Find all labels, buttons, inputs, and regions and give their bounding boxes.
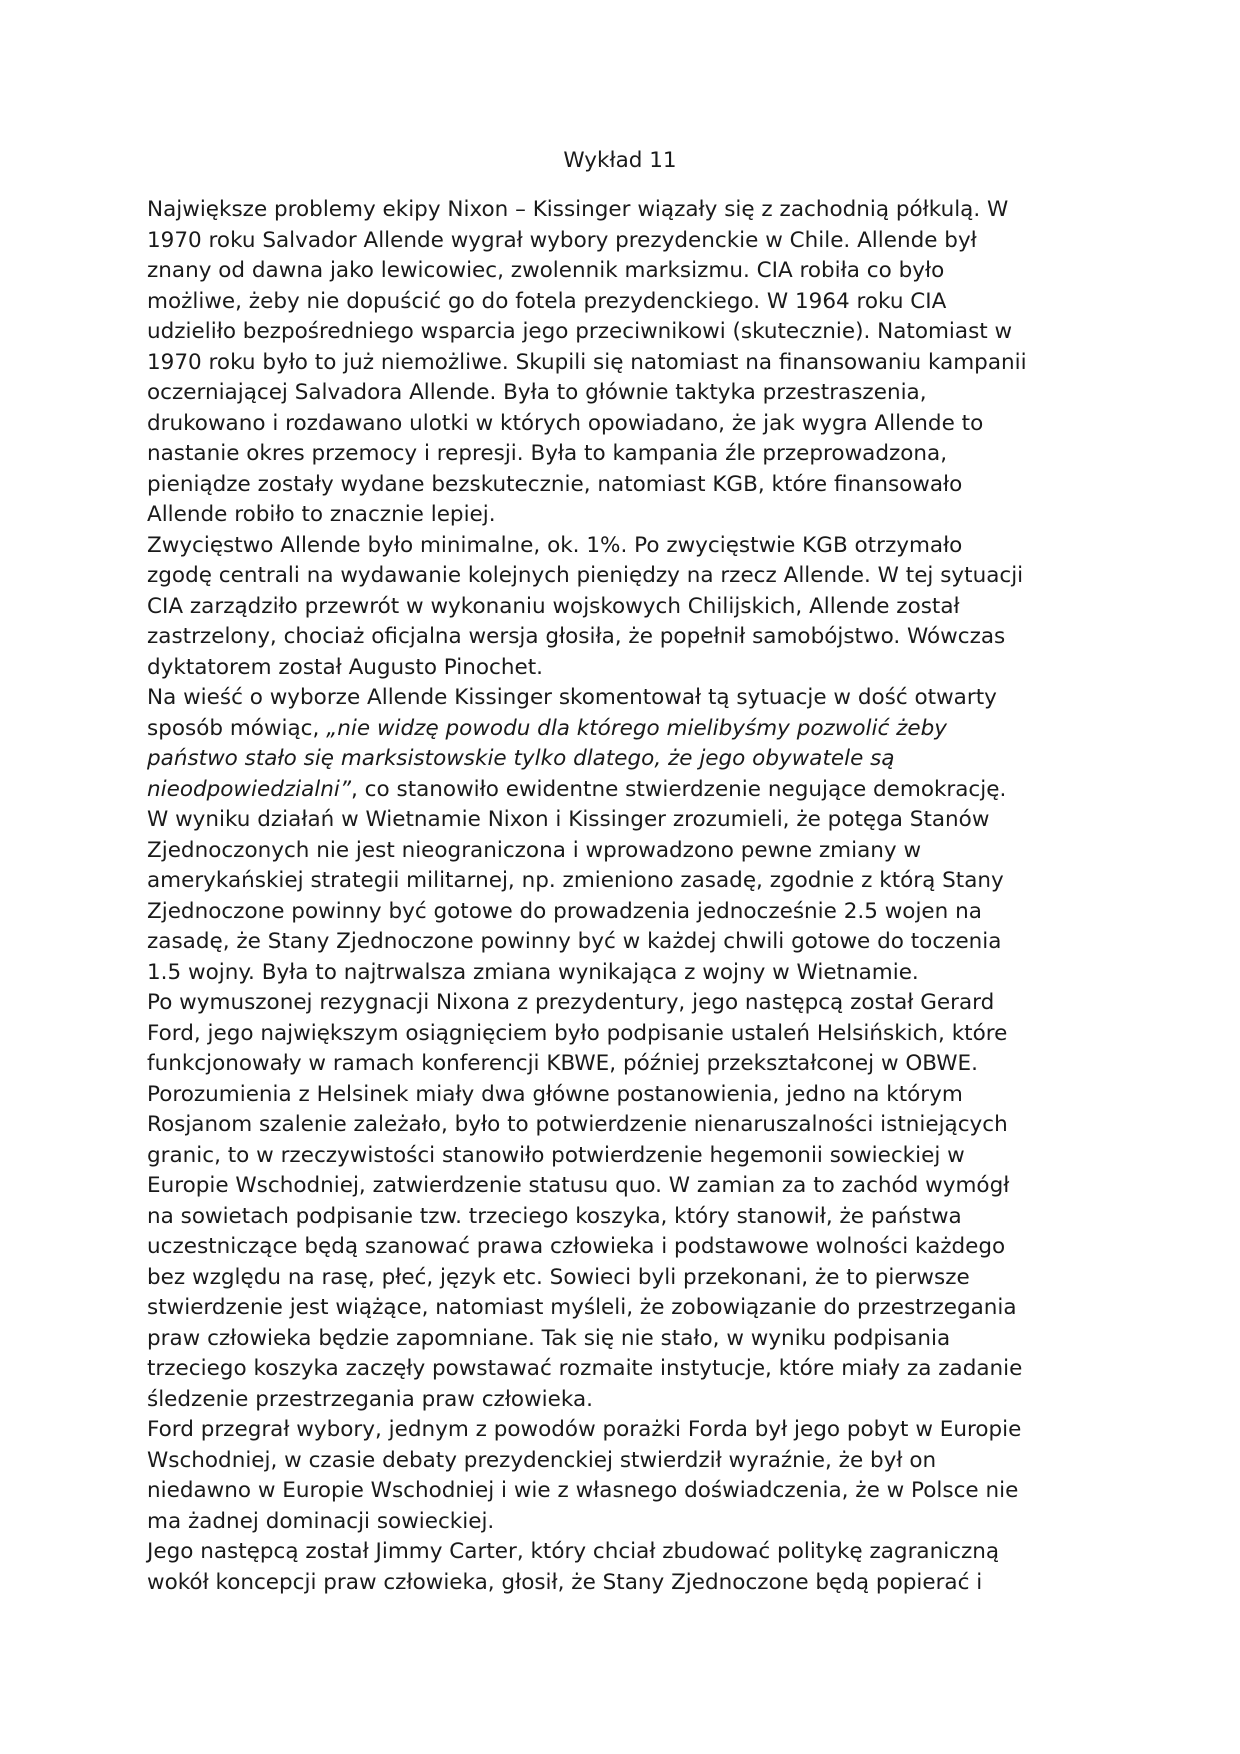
line-text: zgodę centrali na wydawanie kolejnych pieniędzy na rzecz Allende. W tej sytuacji: [147, 563, 1024, 588]
text-line: [147, 1110, 1087, 1141]
document-body: [147, 195, 1087, 1598]
text-line: [147, 195, 1087, 226]
text-line: [147, 1263, 1087, 1294]
text-line: [147, 1049, 1087, 1080]
text-line: [147, 683, 1087, 714]
line-text: znany od dawna jako lewicowiec, zwolennik marksizmu. CIA robiła co było: [147, 258, 945, 283]
text-line: [147, 714, 1087, 745]
text-line: [147, 1446, 1087, 1477]
text-line: [147, 1019, 1087, 1050]
text-line: [147, 1385, 1087, 1416]
text-line: [147, 470, 1087, 501]
text-line: [147, 1232, 1087, 1263]
line-text: CIA zarządziło przewrót w wykonaniu wojskowych Chilijskich, Allende został: [147, 593, 960, 619]
text-line: [147, 1080, 1087, 1111]
line-text: 1970 roku Salvador Allende wygrał wybory prezydenckie w Chile. Allende był: [147, 227, 977, 253]
line-text: 1.5 wojny. Była to najtrwalsza zmiana wynikająca z wojny w Wietnamie.: [147, 959, 919, 985]
text-line: [147, 1568, 1087, 1599]
line-text: sposób mówiąc,: [147, 715, 327, 741]
line-text: Wschodniej, w czasie debaty prezydenckiej stwierdził wyraźnie, że był on: [147, 1447, 937, 1473]
text-line: [147, 622, 1087, 653]
line-text: Największe problemy ekipy Nixon – Kissinger wiązały się z zachodnią półkulą. W: [147, 197, 1009, 222]
text-line: [147, 378, 1087, 409]
text-line: [147, 1202, 1087, 1233]
line-text: niedawno w Europie Wschodniej i wie z własnego doświadczenia, że w Polsce nie: [147, 1478, 1019, 1503]
text-line: [147, 439, 1087, 470]
line-text: udzieliło bezpośredniego wsparcia jego przeciwnikowi (skutecznie). Natomiast w: [147, 319, 1013, 344]
text-line: [147, 1141, 1087, 1172]
line-text: Ford, jego największym osiągnięciem było podpisanie ustaleń Helsińskich, które: [147, 1020, 1008, 1046]
line-text: Allende robiło to znacznie lepiej.: [147, 502, 496, 527]
text-line: [147, 1354, 1087, 1385]
line-text: zasadę, że Stany Zjednoczone powinny być w każdej chwili gotowe do toczenia: [147, 929, 1002, 954]
text-line: [147, 1476, 1087, 1507]
line-text: W wyniku działań w Wietnamie Nixon i Kissinger zrozumieli, że potęga Stanów: [147, 807, 990, 832]
line-text: praw człowieka będzie zapomniane. Tak się nie stało, w wyniku podpisania: [147, 1325, 951, 1351]
line-text: zastrzelony, chociaż oficjalna wersja głosiła, że popełnił samobójstwo. Wówczas: [147, 624, 1006, 649]
line-text: możliwe, żeby nie dopuścić go do fotela prezydenckiego. W 1964 roku CIA: [147, 288, 947, 314]
text-line: [147, 988, 1087, 1019]
line-text: na sowietach podpisanie tzw. trzeciego koszyka, który stanowił, że państwa: [147, 1203, 962, 1229]
line-text: uczestniczące będą szanować prawa człowieka i podstawowe wolności każdego: [147, 1234, 1006, 1259]
line-text: śledzenie przestrzegania praw człowieka.: [147, 1386, 593, 1412]
text-line: [147, 256, 1087, 287]
line-text: dyktatorem został Augusto Pinochet.: [147, 654, 543, 680]
text-line: [147, 1324, 1087, 1355]
text-line: [147, 927, 1087, 958]
line-text: stwierdzenie jest wiążące, natomiast myśleli, że zobowiązanie do przestrzegania: [147, 1295, 1017, 1320]
line-text: Zjednoczonych nie jest nieograniczona i wprowadzono pewne zmiany w: [147, 837, 922, 863]
line-text: Rosjanom szalenie zależało, było to potwierdzenie nienaruszalności istniejących: [147, 1112, 1008, 1137]
text-line: [147, 409, 1087, 440]
text-line: [147, 775, 1087, 806]
line-text: oczerniającej Salvadora Allende. Była to głównie taktyka przestraszenia,: [147, 380, 927, 405]
line-text: funkcjonowały w ramach konferencji KBWE, później przekształconej w OBWE.: [147, 1051, 978, 1076]
line-text: granic, to w rzeczywistości stanowiło potwierdzenie hegemonii sowieckiej w: [147, 1142, 965, 1168]
line-text: , co stanowiło ewidentne stwierdzenie negujące demokrację.: [351, 776, 1007, 802]
line-text: drukowano i rozdawano ulotki w których opowiadano, że jak wygra Allende to: [147, 410, 984, 436]
line-text: Porozumienia z Helsinek miały dwa główne postanowienia, jedno na którym: [147, 1081, 963, 1107]
line-text: Na wieść o wyborze Allende Kissinger skomentował tą sytuacje w dość otwarty: [147, 685, 997, 710]
text-line: [147, 348, 1087, 379]
text-line: [147, 897, 1087, 928]
line-text: wokół koncepcji praw człowieka, głosił, że Stany Zjednoczone będą popierać i: [147, 1569, 983, 1595]
text-line: [147, 500, 1087, 531]
text-line: [147, 1171, 1087, 1202]
text-line: [147, 653, 1087, 684]
text-line: [147, 1507, 1087, 1538]
text-line: [147, 226, 1087, 257]
text-line: [147, 805, 1087, 836]
text-line: [147, 866, 1087, 897]
line-text: amerykańskiej strategii militarnej, np. zmieniono zasadę, zgodnie z którą Stany: [147, 868, 1004, 893]
text-line: [147, 1293, 1087, 1324]
text-line: [147, 531, 1087, 562]
text-line: [147, 317, 1087, 348]
quote-text: nieodpowiedzialni”: [147, 776, 352, 802]
line-text: nastanie okres przemocy i represji. Była to kampania źle przeprowadzona,: [147, 441, 948, 466]
line-text: pieniądze zostały wydane bezskutecznie, natomiast KGB, które finansowało: [147, 471, 963, 497]
text-line: [147, 958, 1087, 989]
line-text: Zwycięstwo Allende było minimalne, ok. 1%. Po zwycięstwie KGB otrzymało: [147, 532, 963, 558]
line-text: Europie Wschodniej, zatwierdzenie statusu quo. W zamian za to zachód wymógł: [147, 1173, 1010, 1198]
document-title: Wykład 11: [563, 148, 677, 173]
line-text: Po wymuszonej rezygnacji Nixona z prezydentury, jego następcą został Gerard: [147, 990, 995, 1015]
text-line: [147, 287, 1087, 318]
line-text: Zjednoczone powinny być gotowe do prowadzenia jednocześnie 2.5 wojen na: [147, 898, 982, 924]
text-line: [147, 1537, 1087, 1568]
line-text: ma żadnej dominacji sowieckiej.: [147, 1508, 495, 1534]
line-text: bez względu na rasę, płeć, język etc. Sowieci byli przekonani, że to pierwsze: [147, 1264, 970, 1290]
line-text: Ford przegrał wybory, jednym z powodów porażki Forda był jego pobyt w Europie: [147, 1417, 1022, 1442]
line-text: 1970 roku było to już niemożliwe. Skupili się natomiast na finansowaniu kampanii: [147, 349, 1027, 375]
line-text: Jego następcą został Jimmy Carter, który chciał zbudować politykę zagraniczną: [147, 1539, 1000, 1564]
text-line: [147, 744, 1087, 775]
text-line: [147, 592, 1087, 623]
text-line: [147, 561, 1087, 592]
line-text: trzeciego koszyka zaczęły powstawać rozmaite instytucje, które miały za zadanie: [147, 1356, 1023, 1381]
quote-text: państwo stało się marksistowskie tylko dlatego, że jego obywatele są: [147, 746, 895, 771]
text-line: [147, 836, 1087, 867]
text-line: [147, 1415, 1087, 1446]
quote-text: „nie widzę powodu dla którego mielibyśmy pozwolić żeby: [326, 715, 948, 741]
